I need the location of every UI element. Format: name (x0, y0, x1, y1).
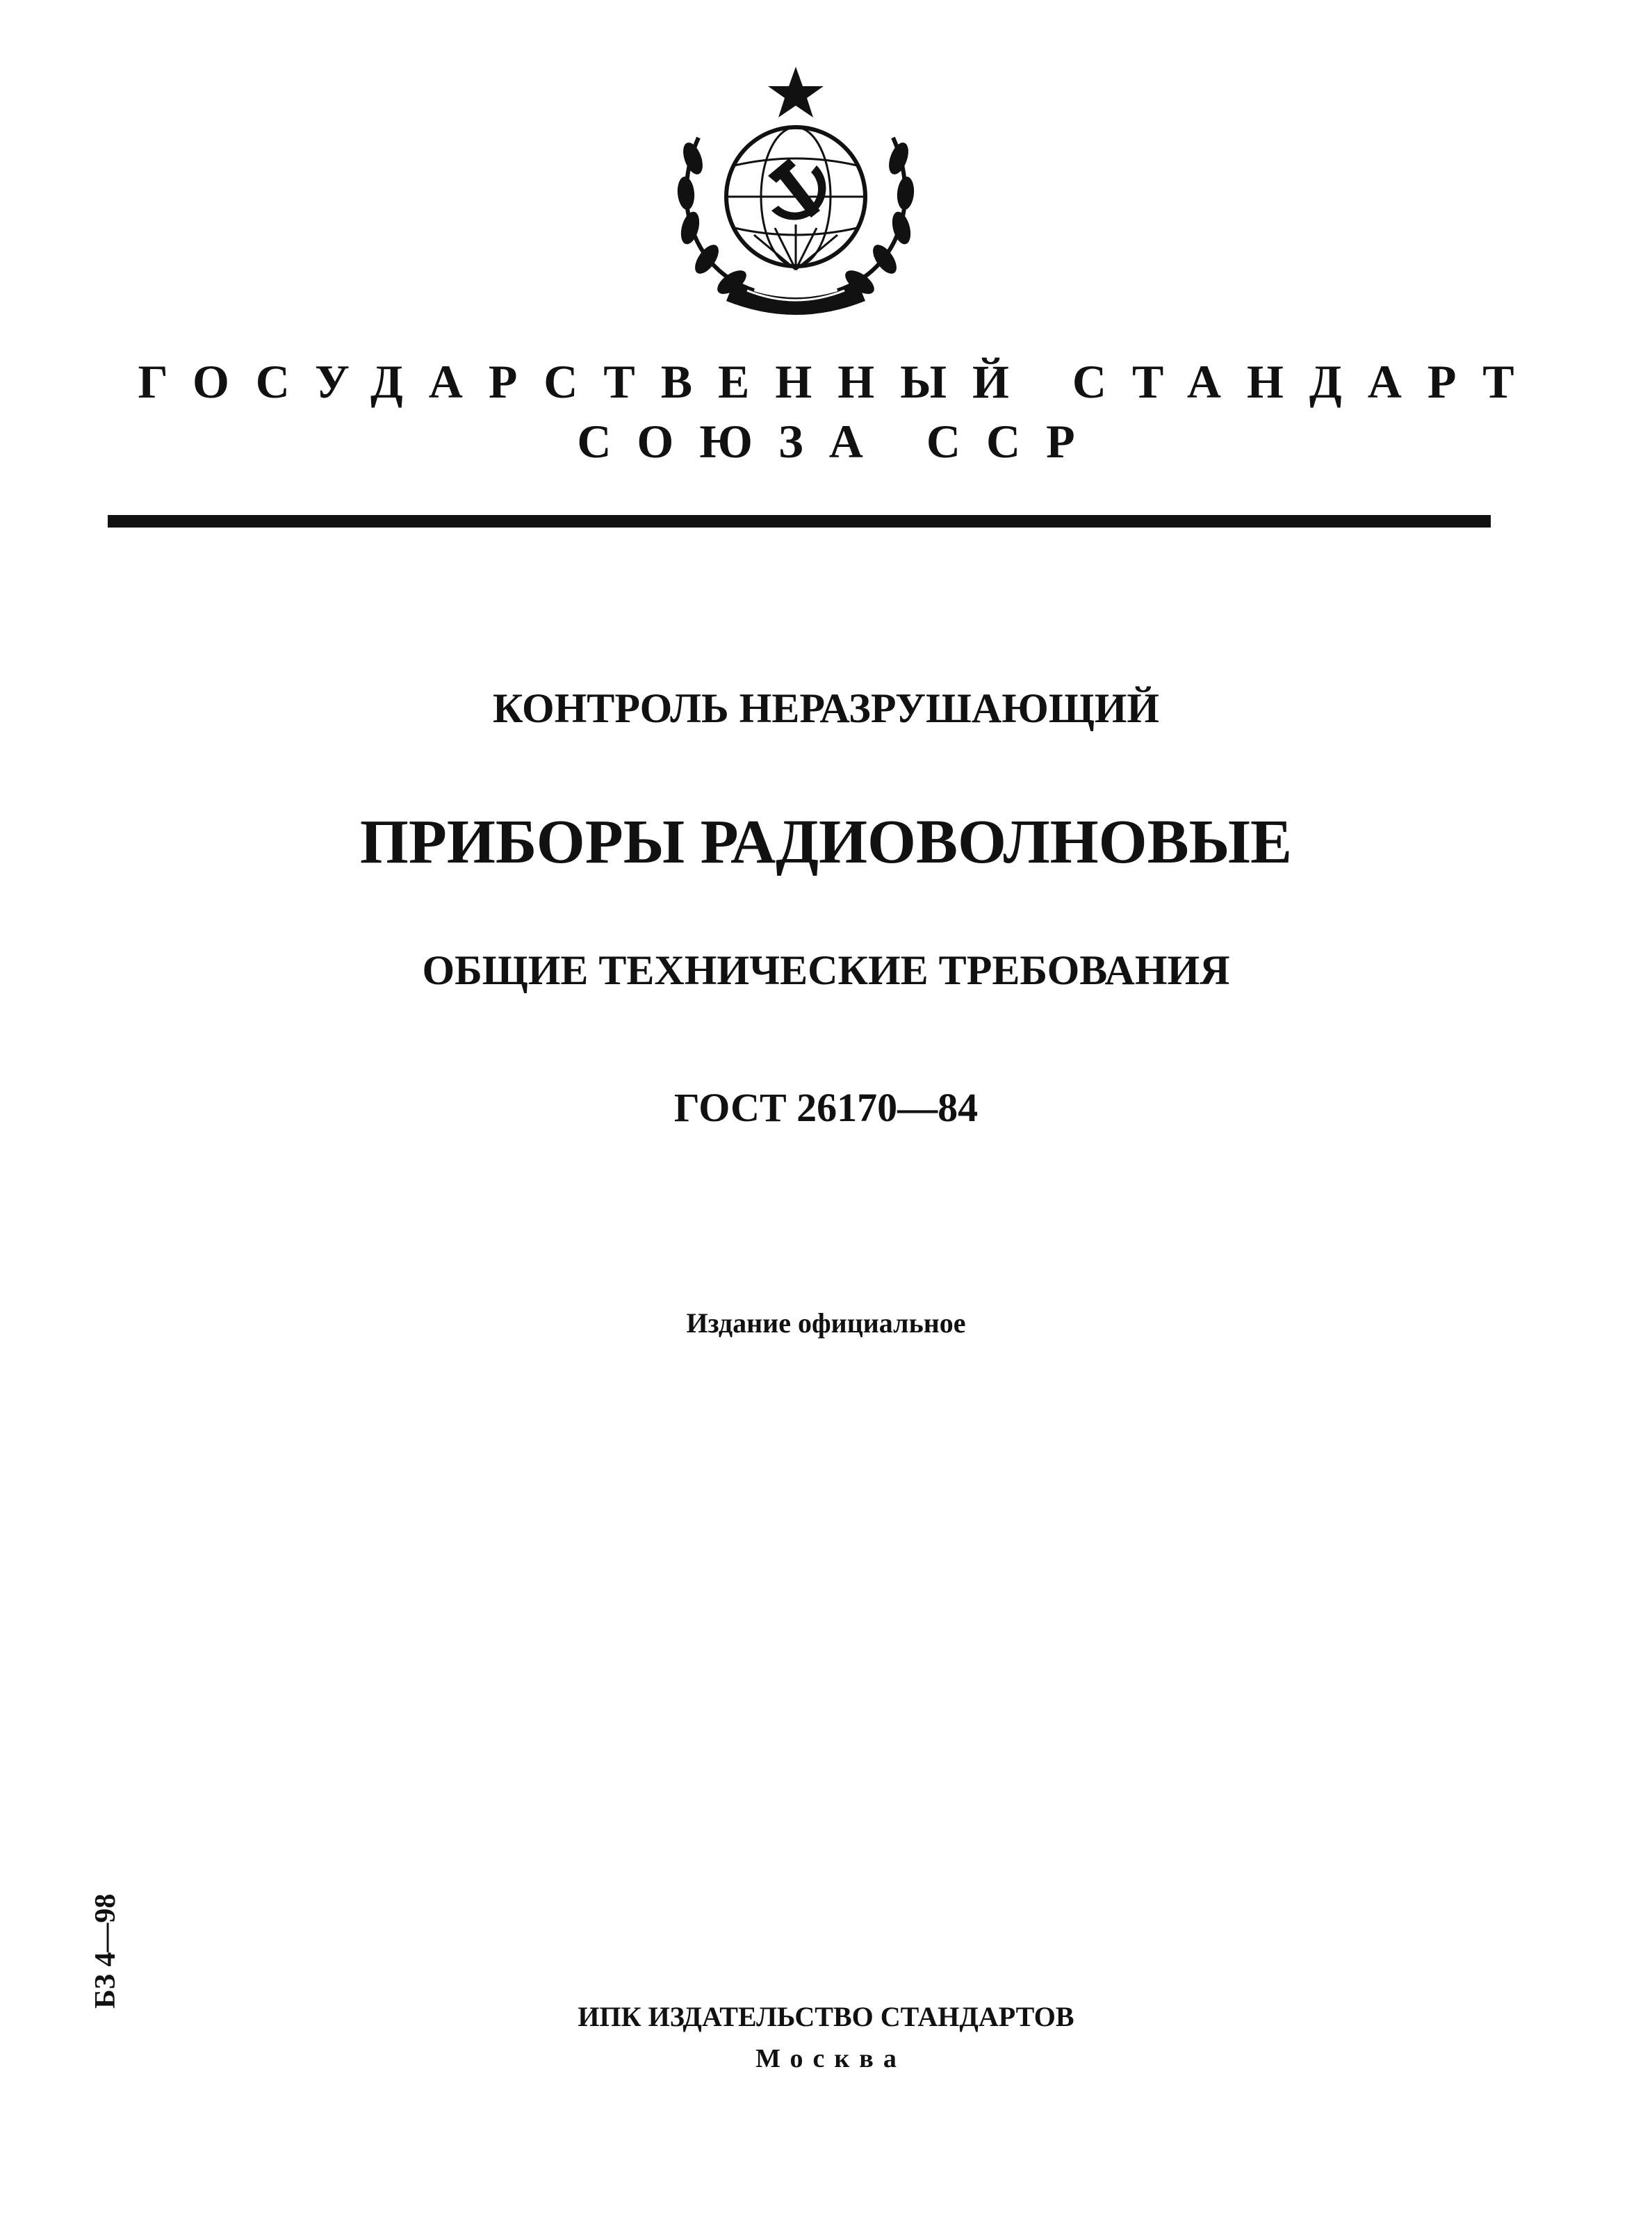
header-state-standard: ГОСУДАРСТВЕННЫЙ СТАНДАРТ (138, 355, 1540, 408)
document-subject: КОНТРОЛЬ НЕРАЗРУШАЮЩИЙ (492, 685, 1160, 731)
ussr-state-emblem-icon (650, 61, 942, 339)
document-title: ПРИБОРЫ РАДИОВОЛНОВЫЕ (359, 808, 1293, 876)
horizontal-rule (108, 515, 1491, 528)
header-union: СОЮЗА ССР (577, 415, 1101, 468)
side-code: БЗ 4—98 (90, 1893, 122, 2009)
publisher-city: Москва (755, 2044, 906, 2073)
standard-number: ГОСТ 26170—84 (673, 1085, 979, 1130)
document-subtitle: ОБЩИЕ ТЕХНИЧЕСКИЕ ТРЕБОВАНИЯ (422, 947, 1230, 993)
publisher-name: ИПК ИЗДАТЕЛЬСТВО СТАНДАРТОВ (578, 2001, 1074, 2032)
edition-note: Издание официальное (686, 1307, 966, 1339)
